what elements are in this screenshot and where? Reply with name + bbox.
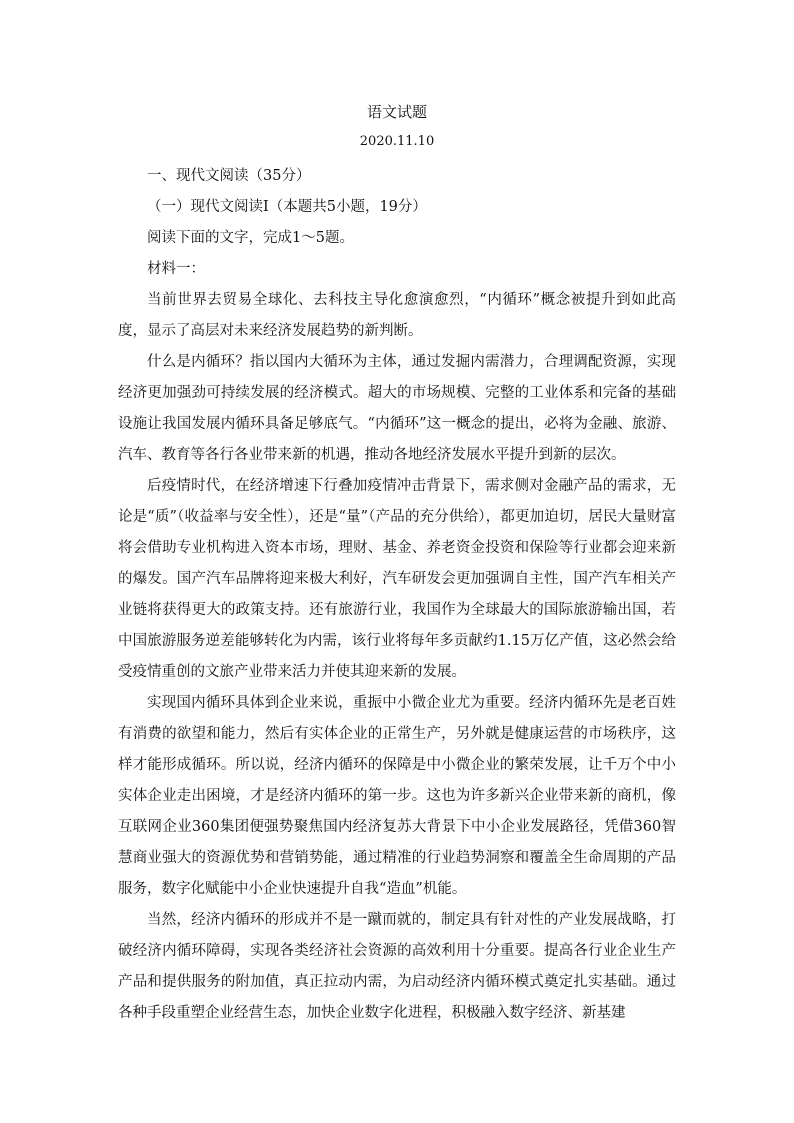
material-label: 材料一： xyxy=(147,261,205,277)
document-title: 语文试题 xyxy=(366,103,427,121)
document-date: 2020.11.10 xyxy=(359,134,435,149)
paragraph-3: 后疫情时代，在经济增速下行叠加疫情冲击背景下，需求侧对金融产品的需求，无论是“质”（收益率与安全性），还是“量”（产品的充分供给），都更加迫切，居民大量财富将会借助专业机构进入资本市场，理财、基金、养老资金投资和保险等行业都会迎来新的爆发。国产汽车品牌将迎来极大利好，汽车研发会更加强调自主性，国产汽车相关产业链将获得更大的政策支持。还有旅游行业，我国作为全球最大的国际旅游输出国，若中国旅游服务逆差能够转化为内需，该行业将每年多贡献约1.15万亿产值，这必然会给受疫情重创的文旅产业带来活力并使其迎来新的发展。 xyxy=(118,478,676,680)
document-body xyxy=(118,161,676,1029)
paragraph-1: 当前世界去贸易全球化、去科技主导化愈演愈烈，“内循环”概念被提升到如此高度，显示了高层对未来经济发展趋势的新判断。 xyxy=(118,292,676,339)
paragraph-4: 实现国内循环具体到企业来说，重振中小微企业尤为重要。经济内循环先是老百姓有消费的欲望和能力，然后有实体企业的正常生产，另外就是健康运营的市场秩序，这样才能形成循环。所以说，经济内循环的保障是中小微企业的繁荣发展，让千万个中小实体企业走出困境，才是经济内循环的第一步。这也为许多新兴企业带来新的商机，像互联网企业360集团便强势聚焦国内经济复苏大背景下中小企业发展路径，凭借360智慧商业强大的资源优势和营销势能，通过精准的行业趋势洞察和覆盖全生命周期的产品服务，数字化赋能中小企业快速提升自我“造血”机能。 xyxy=(118,695,676,897)
subsection-heading: （一）现代文阅读Ⅰ（本题共5小题，19分） xyxy=(147,199,427,215)
reading-instruction: 阅读下面的文字，完成1～5题。 xyxy=(147,230,354,246)
section-heading: 一、现代文阅读（35分） xyxy=(147,168,311,184)
paragraph-2: 什么是内循环？指以国内大循环为主体，通过发掘内需潜力，合理调配资源，实现经济更加强劲可持续发展的经济模式。超大的市场规模、完整的工业体系和完备的基础设施让我国发展内循环具备足够底气。“内循环”这一概念的提出，必将为金融、旅游、汽车、教育等各行各业带来新的机遇，推动各地经济发展水平提升到新的层次。 xyxy=(118,354,676,463)
paragraph-5: 当然，经济内循环的形成并不是一蹴而就的，制定具有针对性的产业发展战略，打破经济内循环障碍，实现各类经济社会资源的高效利用十分重要。提高各行业企业生产产品和提供服务的附加值，真正拉动内需，为启动经济内循环模式奠定扎实基础。通过各种手段重塑企业经营生态，加快企业数字化进程，积极融入数字经济、新基建 xyxy=(118,912,676,1021)
